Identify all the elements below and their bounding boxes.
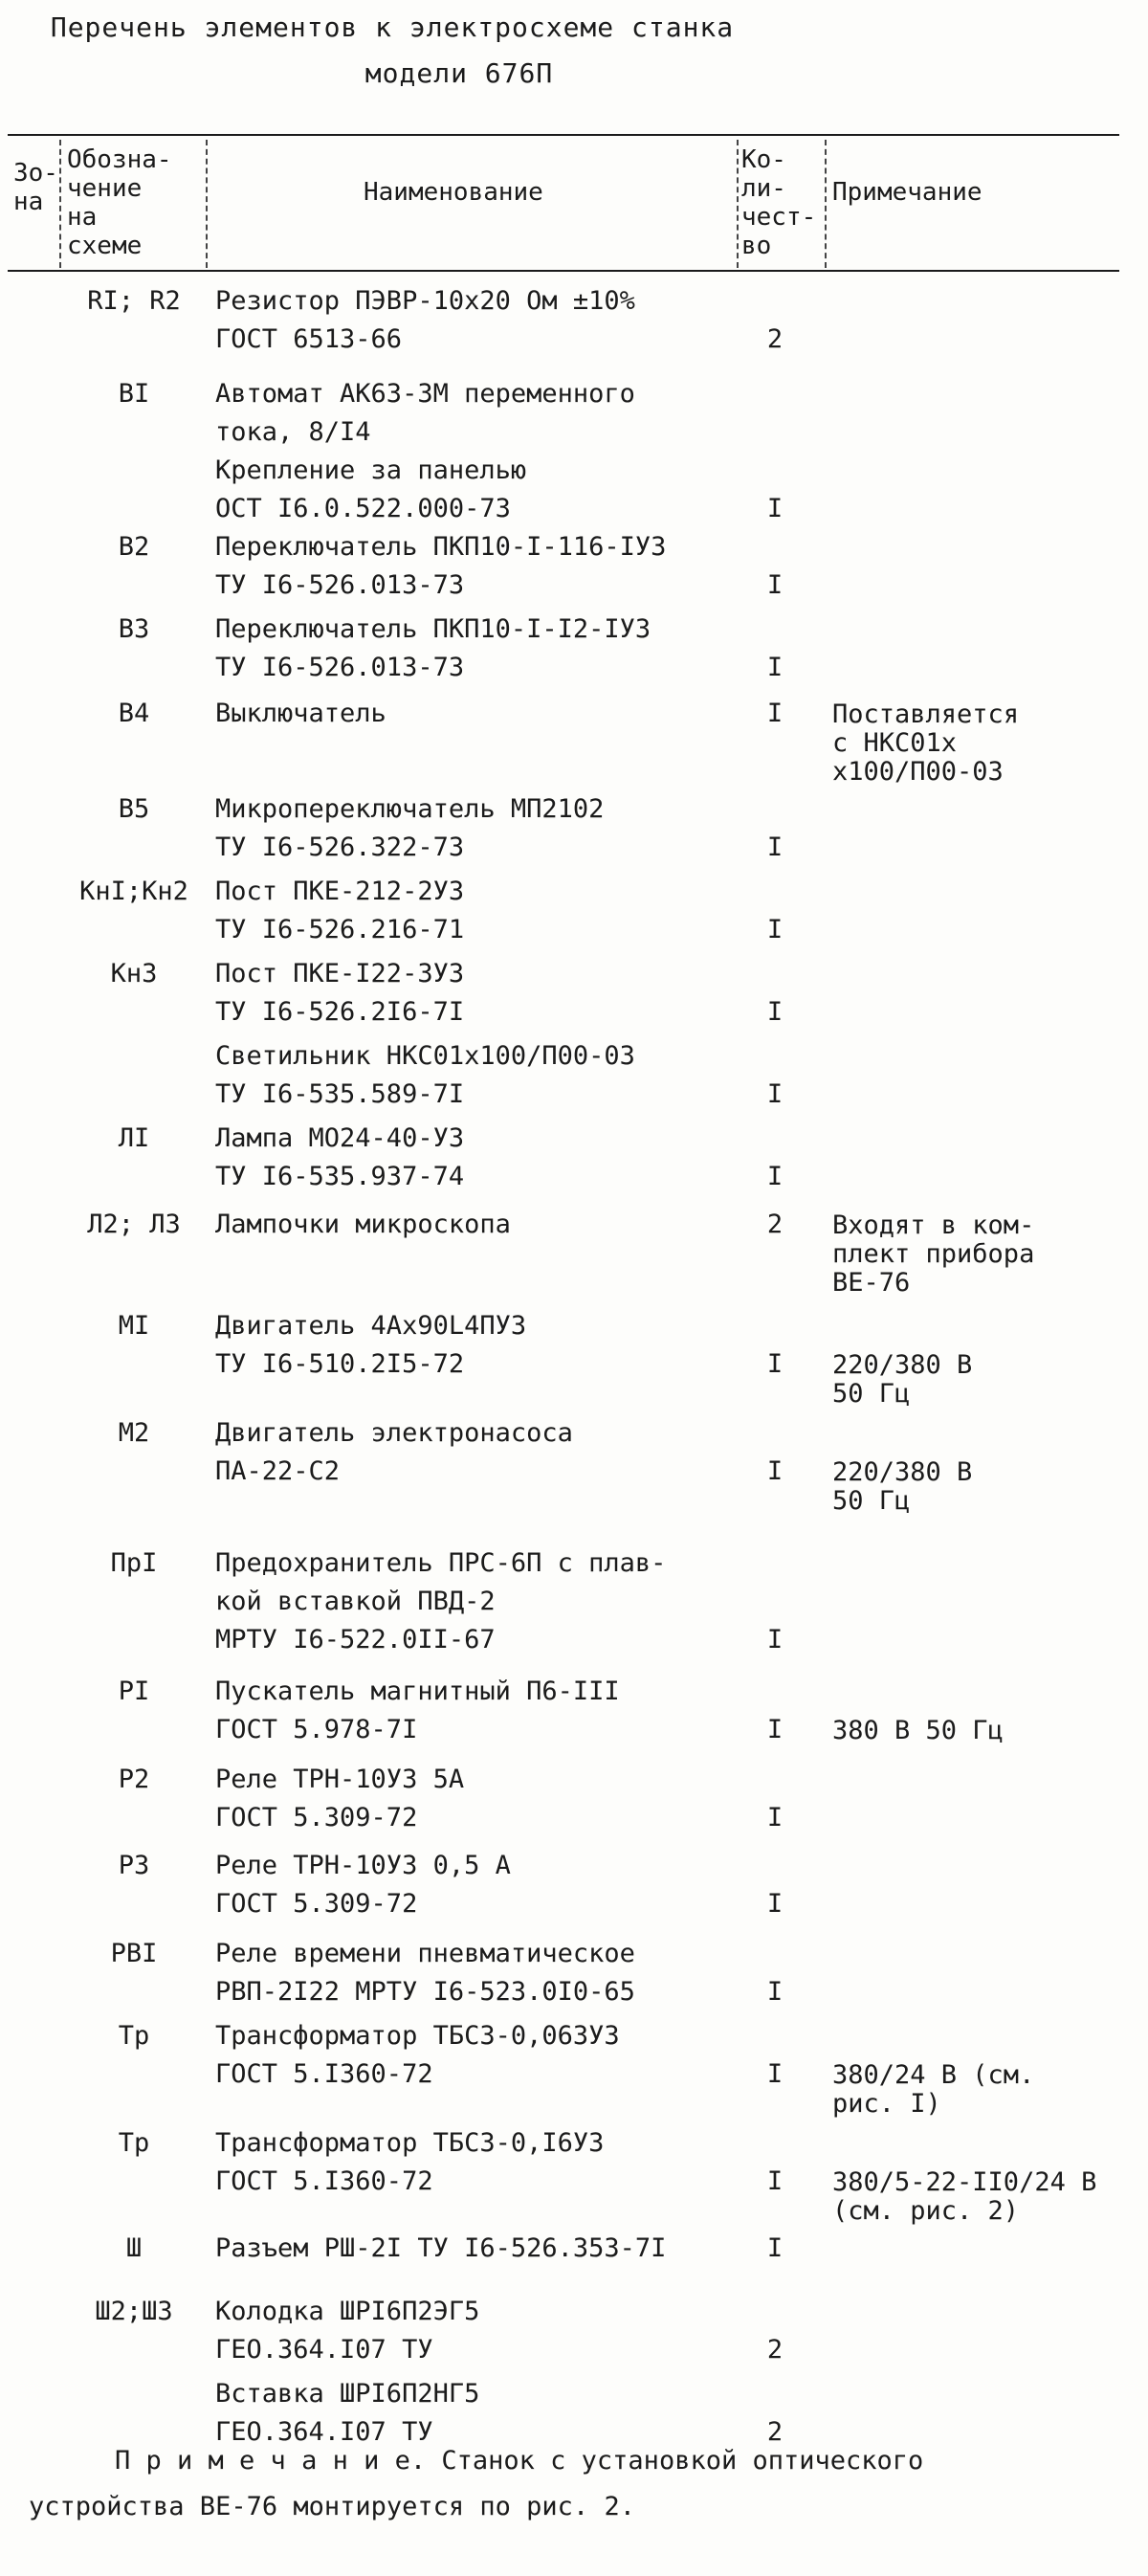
row-designation: ЛI bbox=[118, 1123, 150, 1153]
header-qty: Ко- ли- чест- во bbox=[741, 145, 817, 260]
row-qty: I bbox=[766, 1977, 784, 2007]
row-designation: ПрI bbox=[110, 1548, 158, 1578]
row-designation: M2 bbox=[118, 1418, 150, 1448]
row-qty: 2 bbox=[766, 2417, 784, 2447]
row-designation: Тр bbox=[118, 2021, 150, 2051]
row-designation: Кн3 bbox=[110, 959, 158, 988]
row-note: 380 В 50 Гц bbox=[832, 1716, 1004, 1745]
row-name: Резистор ПЭВР-10х20 Ом ±10% ГОСТ 6513-66 bbox=[215, 286, 635, 354]
row-name: Реле ТРН-10УЗ 5А ГОСТ 5.309-72 bbox=[215, 1765, 465, 1832]
row-name: Колодка ШРI6П2ЭГ5 ГЕО.364.I07 ТУ bbox=[215, 2297, 480, 2365]
row-qty: I bbox=[766, 1079, 784, 1109]
row-qty: I bbox=[766, 915, 784, 944]
row-name: Разъем РШ-2I ТУ I6-526.353-7I bbox=[215, 2233, 667, 2263]
row-designation: PBI bbox=[110, 1939, 158, 1968]
header-bottom-rule bbox=[8, 270, 1119, 272]
row-designation: PI bbox=[118, 1677, 150, 1706]
row-note: 380/5-22-II0/24 В (см. рис. 2) bbox=[832, 2167, 1097, 2226]
row-designation: Ш2;Ш3 bbox=[95, 2297, 173, 2326]
row-name: Пост ПКЕ-I22-3УЗ ТУ I6-526.2I6-7I bbox=[215, 959, 465, 1027]
row-designation: Л2; Л3 bbox=[87, 1210, 181, 1239]
row-designation: BI bbox=[118, 379, 150, 409]
row-name: Пост ПКЕ-212-2УЗ ТУ I6-526.216-71 bbox=[215, 877, 465, 944]
header-note: Примечание bbox=[832, 178, 982, 207]
row-qty: I bbox=[766, 1349, 784, 1379]
row-qty: 2 bbox=[766, 324, 784, 354]
row-name: Микропереключатель МП2102 ТУ I6-526.322-73 bbox=[215, 794, 605, 862]
row-name: Светильник НКС01х100/П00-03 ТУ I6-535.589-7I bbox=[215, 1041, 635, 1109]
row-name: Переключатель ПКП10-I-116-IУЗ ТУ I6-526.013-73 bbox=[215, 532, 667, 600]
row-name: Трансформатор ТБС3-0,I6УЗ ГОСТ 5.I360-72 bbox=[215, 2128, 605, 2196]
row-qty: I bbox=[766, 494, 784, 523]
row-qty: I bbox=[766, 1715, 784, 1744]
header-divider bbox=[206, 140, 208, 268]
row-designation: B3 bbox=[118, 614, 150, 644]
row-qty: I bbox=[766, 1625, 784, 1654]
row-name: Предохранитель ПРС-6П с плав- кой вставкой ПВД-2 МРТУ I6-522.0II-67 bbox=[215, 1548, 667, 1654]
doc-title: Перечень элементов к электросхеме станка bbox=[50, 11, 735, 43]
row-designation: P3 bbox=[118, 1851, 150, 1880]
header-divider bbox=[737, 140, 739, 268]
header-name: Наименование bbox=[364, 178, 543, 207]
row-name: Реле ТРН-10УЗ 0,5 А ГОСТ 5.309-72 bbox=[215, 1851, 511, 1919]
row-qty: I bbox=[766, 833, 784, 862]
row-qty: I bbox=[766, 1889, 784, 1919]
row-qty: I bbox=[766, 1456, 784, 1486]
row-note: Входят в ком- плект прибора ВЕ-76 bbox=[832, 1210, 1035, 1298]
row-qty: I bbox=[766, 2233, 784, 2263]
row-qty: I bbox=[766, 997, 784, 1027]
row-note: 220/380 В 50 Гц bbox=[832, 1457, 973, 1516]
header-divider bbox=[59, 140, 61, 268]
row-designation: КнI;Кн2 bbox=[79, 877, 188, 906]
doc-subtitle: модели 676П bbox=[364, 57, 554, 89]
row-designation: RI; R2 bbox=[87, 286, 181, 316]
row-qty: 2 bbox=[766, 1210, 784, 1239]
header-top-rule bbox=[8, 134, 1119, 136]
row-name: Двигатель электронасоса ПА-22-С2 bbox=[215, 1418, 573, 1486]
row-qty: I bbox=[766, 570, 784, 600]
row-designation: B5 bbox=[118, 794, 150, 824]
row-qty: I bbox=[766, 653, 784, 682]
row-note: 380/24 В (см. рис. I) bbox=[832, 2060, 1035, 2119]
row-qty: 2 bbox=[766, 2335, 784, 2365]
row-qty: I bbox=[766, 1803, 784, 1832]
row-designation: Ш bbox=[125, 2233, 143, 2263]
row-name: Автомат АК63-3М переменного тока, 8/I4 Крепление за панелью ОСТ I6.0.522.000-73 bbox=[215, 379, 635, 523]
header-divider bbox=[825, 140, 827, 268]
row-designation: MI bbox=[118, 1311, 150, 1341]
row-qty: I bbox=[766, 2059, 784, 2089]
row-name: Переключатель ПКП10-I-I2-IУЗ ТУ I6-526.013-73 bbox=[215, 614, 651, 682]
row-qty: I bbox=[766, 699, 784, 728]
row-qty: I bbox=[766, 2166, 784, 2196]
header-designation: Обозна- чение на схеме bbox=[67, 145, 172, 260]
row-designation: B4 bbox=[118, 699, 150, 728]
row-name: Реле времени пневматическое РВП-2I22 МРТУ I6-523.0I0-65 bbox=[215, 1939, 635, 2007]
row-designation: Тр bbox=[118, 2128, 150, 2158]
row-name: Лампочки микроскопа bbox=[215, 1210, 511, 1239]
row-designation: B2 bbox=[118, 532, 150, 562]
row-name: Выключатель bbox=[215, 699, 386, 728]
row-designation: P2 bbox=[118, 1765, 150, 1794]
row-name: Вставка ШРI6П2НГ5 ГЕО.364.I07 ТУ bbox=[215, 2379, 480, 2447]
row-note: Поставляется с НКС01х х100/П00-03 bbox=[832, 700, 1020, 787]
row-name: Пускатель магнитный П6-III ГОСТ 5.978-7I bbox=[215, 1677, 620, 1744]
row-qty: I bbox=[766, 1162, 784, 1191]
row-name: Трансформатор ТБС3-0,063УЗ ГОСТ 5.I360-72 bbox=[215, 2021, 620, 2089]
row-note: 220/380 В 50 Гц bbox=[832, 1350, 973, 1409]
header-zone: Зо- на bbox=[13, 159, 58, 216]
row-name: Лампа МО24-40-УЗ ТУ I6-535.937-74 bbox=[215, 1123, 465, 1191]
row-name: Двигатель 4Ах90L4ПУЗ ТУ I6-510.2I5-72 bbox=[215, 1311, 527, 1379]
footnote: П р и м е ч а н и е. Станок с установкой оптического устройства ВЕ-76 монтируется по рис. 2. bbox=[29, 2446, 924, 2521]
